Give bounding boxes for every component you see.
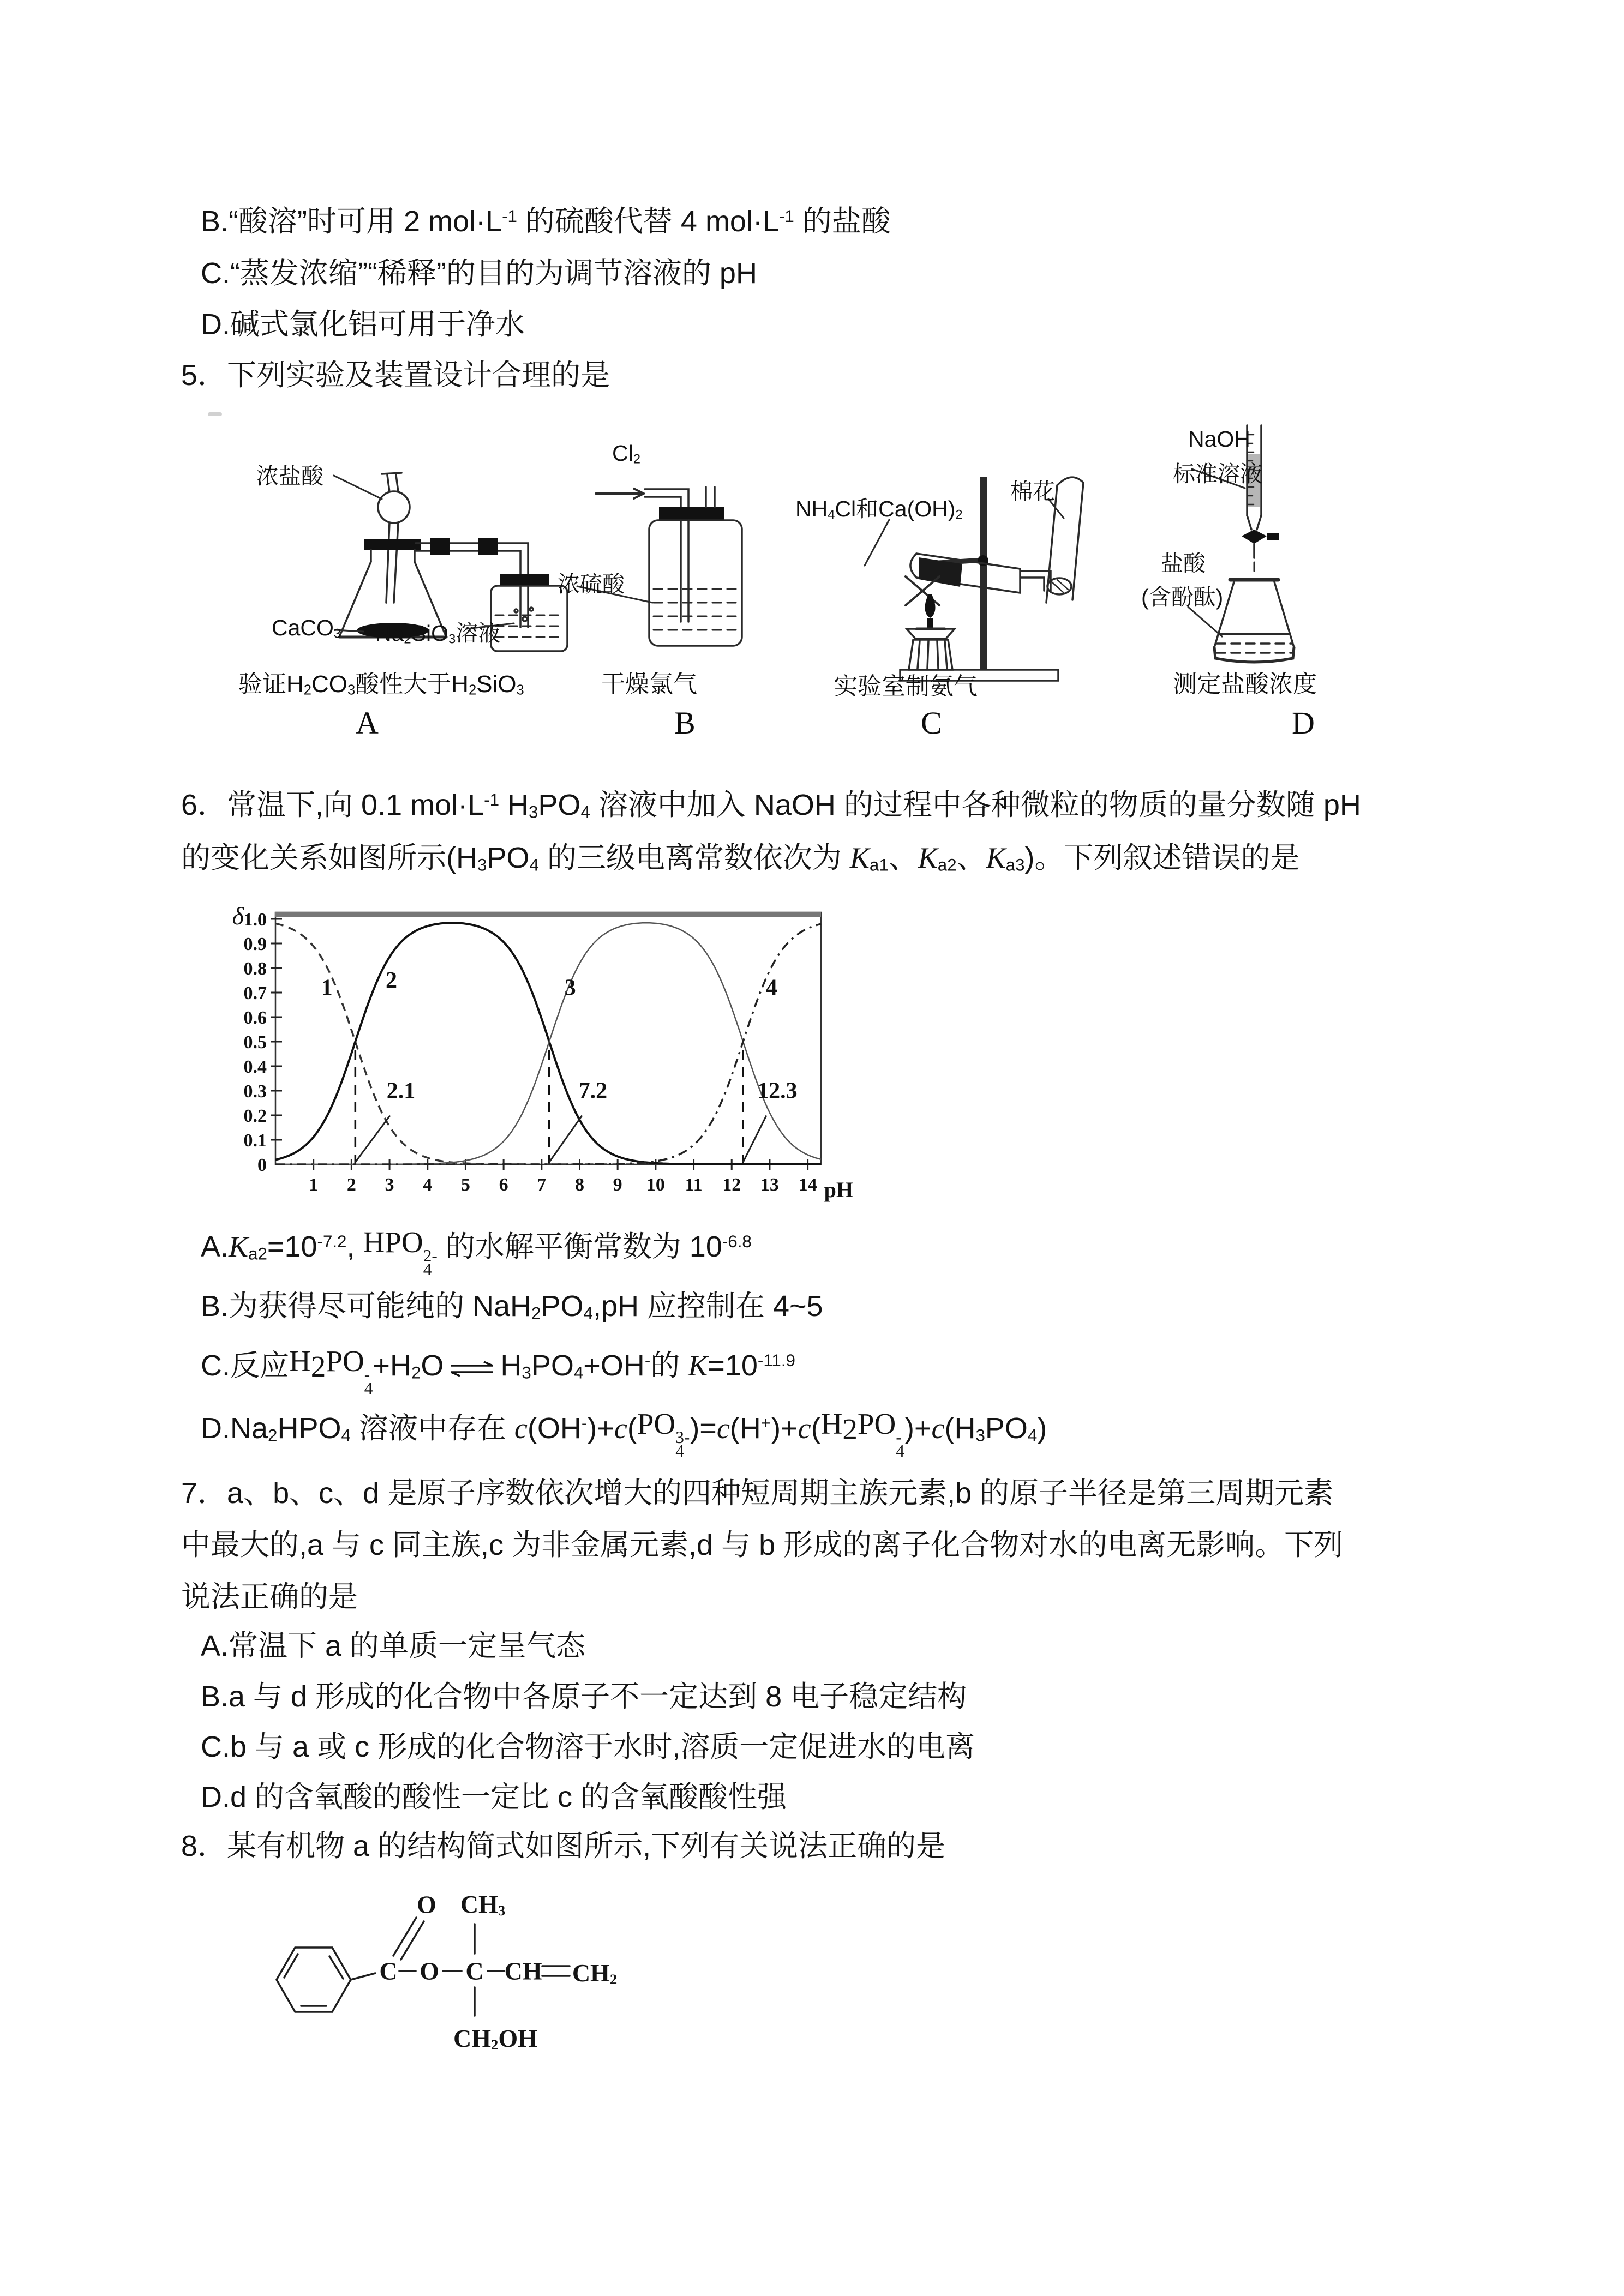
group-ch2: CH2 xyxy=(572,1959,618,1987)
svg-text:2: 2 xyxy=(346,1175,356,1195)
svg-text:11: 11 xyxy=(685,1175,703,1195)
q7-option-a: A.常温下 a 的单质一定呈气态 xyxy=(201,1630,586,1662)
label-hcl: 盐酸 xyxy=(1161,551,1206,576)
q6-stem-line2: 的变化关系如图所示(H3PO4 的三级电离常数依次为 Ka1、Ka2、Ka3)。下列叙述错误的是 xyxy=(181,842,1300,875)
distribution-chart xyxy=(232,897,853,1208)
svg-text:0.5: 0.5 xyxy=(243,1032,267,1053)
svg-text:7: 7 xyxy=(537,1175,547,1195)
q7-stem-line2: 中最大的,a 与 c 同主族,c 为非金属元素,d 与 b 形成的离子化合物对水的电离无影响。下列 xyxy=(181,1529,1344,1561)
q7-stem-line3: 说法正确的是 xyxy=(181,1580,358,1613)
q6-option-a: $A.Ka2=10^{-7.2}$, HPO 2- 4 的水解平衡常数为 $10^{-6.8}$ xyxy=(201,1225,752,1279)
q6-option-d: D.Na2HPO4 溶液中存在 c(OH-)+c(PO 3- 4 )=c(H+)+c(H2PO - 4 )+c(H3PO4) xyxy=(201,1407,1047,1461)
svg-text:5: 5 xyxy=(460,1175,470,1195)
svg-text:9: 9 xyxy=(613,1175,622,1195)
q6-option-c: C.反应H2PO - 4 +H2O H3PO4+OH-的 $K=10^{-11.9}$ xyxy=(201,1344,795,1398)
q6-chart xyxy=(232,897,853,1208)
label-naoh-std: 标准溶液 xyxy=(1173,461,1262,486)
svg-text:δ: δ xyxy=(232,902,244,930)
letter-b: B xyxy=(674,705,696,741)
svg-text:3: 3 xyxy=(385,1175,394,1195)
label-conc-hcl: 浓盐酸 xyxy=(256,464,323,489)
caption-apparatus-c: 实验室制氨气 xyxy=(834,673,978,700)
svg-text:0.1: 0.1 xyxy=(243,1131,267,1151)
svg-text:0.4: 0.4 xyxy=(243,1057,267,1077)
equilibrium-arrow-icon xyxy=(448,1350,496,1387)
svg-text:1: 1 xyxy=(309,1175,319,1195)
label-nh4cl-caoh2: NH4Cl和Ca(OH)2 xyxy=(795,496,963,522)
group-ch2oh: CH2OH xyxy=(453,2024,537,2053)
q4-option-c: C.“蒸发浓缩”“稀释”的目的为调节溶液的 pH xyxy=(201,257,757,290)
svg-text:0.9: 0.9 xyxy=(243,934,267,954)
svg-text:0.8: 0.8 xyxy=(243,959,267,979)
svg-text:7.2: 7.2 xyxy=(578,1078,608,1104)
label-na2sio3: Na2SiO3溶液 xyxy=(375,621,501,647)
svg-text:6: 6 xyxy=(499,1175,508,1195)
svg-text:12.3: 12.3 xyxy=(757,1078,798,1104)
svg-text:10: 10 xyxy=(646,1175,665,1195)
svg-text:8: 8 xyxy=(574,1175,584,1195)
caption-apparatus-b: 干燥氯气 xyxy=(601,671,697,698)
svg-text:0.6: 0.6 xyxy=(243,1008,267,1028)
q4-option-d: D.碱式氯化铝可用于净水 xyxy=(201,308,525,341)
caption-apparatus-a: 验证H2CO3酸性大于H2SiO3 xyxy=(238,671,524,698)
q7-option-c: C.b 与 a 或 c 形成的化合物溶于水时,溶质一定促进水的电离 xyxy=(201,1730,975,1763)
svg-text:0: 0 xyxy=(257,1155,267,1175)
label-conc-h2so4: 浓硫酸 xyxy=(558,572,625,597)
q7-stem-line1: 7．a、b、c、d 是原子序数依次增大的四种短周期主族元素,b 的原子半径是第三周期元素 xyxy=(181,1477,1334,1510)
benzene-ring xyxy=(277,1948,351,2012)
q5-stem: 5．下列实验及装置设计合理的是 xyxy=(181,359,610,392)
svg-text:12: 12 xyxy=(722,1175,741,1195)
svg-text:1.0: 1.0 xyxy=(243,910,267,930)
svg-text:4: 4 xyxy=(423,1175,433,1195)
svg-text:0.3: 0.3 xyxy=(243,1081,267,1102)
letter-c: C xyxy=(921,705,942,741)
group-ch3: CH3 xyxy=(460,1890,506,1919)
q4-option-b: B.“酸溶”时可用 2 $mol\cdot L^{-1}$ 的硫酸代替 4 $mol\cdot L^{-1}$ 的盐酸 xyxy=(201,205,891,238)
label-caco3: CaCO3 xyxy=(272,615,341,641)
svg-text:3: 3 xyxy=(564,975,576,1001)
q6-option-b: B.为获得尽可能纯的 NaH2PO4,pH 应控制在 4~5 xyxy=(201,1290,823,1323)
svg-text:2.1: 2.1 xyxy=(386,1078,416,1104)
letter-d: D xyxy=(1292,705,1315,741)
caption-apparatus-d: 测定盐酸浓度 xyxy=(1173,671,1317,698)
label-cl2: Cl2 xyxy=(612,441,640,467)
letter-a: A xyxy=(356,705,379,741)
svg-text:13: 13 xyxy=(760,1175,779,1195)
atom-o-ester: O xyxy=(420,1957,439,1985)
q7-option-b: B.a 与 d 形成的化合物中各原子不一定达到 8 电子稳定结构 xyxy=(201,1680,967,1713)
svg-text:0.2: 0.2 xyxy=(243,1106,267,1126)
label-naoh: NaOH xyxy=(1188,426,1250,452)
svg-text:4: 4 xyxy=(765,975,777,1001)
q8-stem: 8．某有机物 a 的结构简式如图所示,下列有关说法正确的是 xyxy=(181,1830,946,1862)
group-ch: CH xyxy=(504,1957,542,1985)
svg-text:2: 2 xyxy=(386,968,398,993)
svg-text:1: 1 xyxy=(321,975,333,1001)
atom-c-quaternary: C xyxy=(465,1957,484,1985)
svg-text:14: 14 xyxy=(798,1175,817,1195)
q8-structure-figure xyxy=(251,1871,704,2089)
q7-option-d: D.d 的含氧酸的酸性一定比 c 的含氧酸酸性强 xyxy=(201,1781,787,1813)
label-cotton: 棉花 xyxy=(1010,479,1055,504)
q6-stem-line1: 6．常温下,向 0.1 $mol\cdot L^{-1}$ H3PO4 溶液中加入 NaOH 的过程中各种微粒的物质的量分数随 pH xyxy=(181,789,1361,822)
scan-artifact-dash xyxy=(208,412,222,416)
atom-c-carbonyl: C xyxy=(379,1957,398,1985)
svg-text:pH: pH xyxy=(824,1177,853,1202)
svg-text:0.7: 0.7 xyxy=(243,983,267,1003)
atom-o-carbonyl: O xyxy=(417,1890,436,1919)
label-hcl-phenolphthalein: (含酚酞) xyxy=(1141,585,1224,610)
